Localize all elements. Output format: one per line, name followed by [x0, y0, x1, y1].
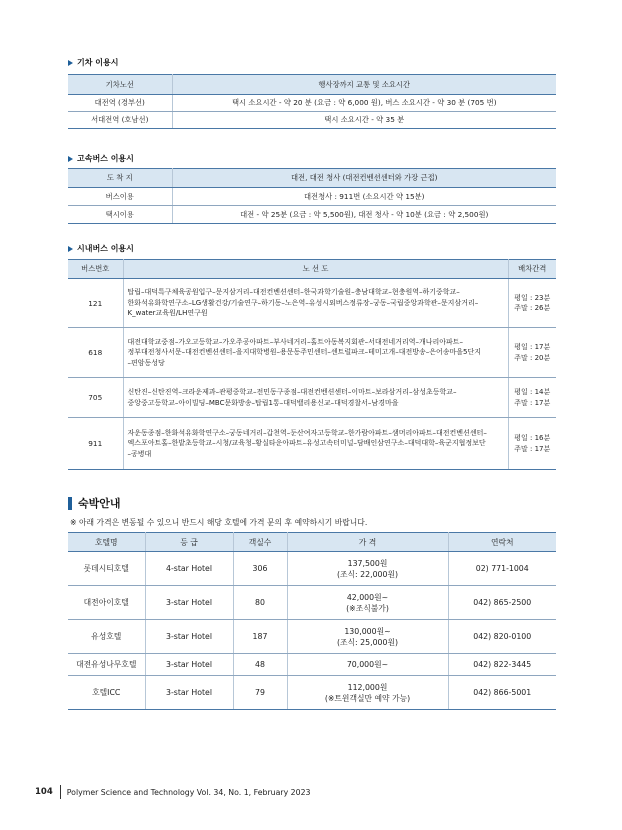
- triangle-bullet-icon: [68, 156, 73, 162]
- page-footer: [35, 785, 311, 799]
- train-header-route: 기차노선: [68, 75, 172, 95]
- hotel-header-grade: 등 급: [145, 533, 233, 552]
- table-row: 롯데시티호텔 4-star Hotel 306 137,500원 (조식: 22,000원) 02) 771-1004: [68, 552, 556, 586]
- table-row: 618 대전대학교중점–가오고등학교–가오주공아파트–부사네거리–홀트아동복지회관–서대전네거리역–개나리아파트– 정부대전청사서문–대전컨벤션센터–을지대학병원–용문동주민센터–센트럴파크–테미고개–대전방송–은어송마을5단지 –편암동성당 평일 : 17분 주말 : 20분: [68, 328, 556, 378]
- city-header-route: 노 선 도: [123, 260, 508, 279]
- city-bus-table: [68, 259, 556, 470]
- table-row: 121 탑립–대덕특구체육공원입구–문지삼거리–대전컨벤션센터–한국과학기술원–충남대학교–현충원역–하기중학교– 한화석유화학연구소–LG생활건강/기술연구–하기동–노은역–유성시외버스정류장–궁동–국립중앙과학관–문지삼거리– K_water교육원/LH연구원 평일 : 23분 주말 : 26분: [68, 279, 556, 328]
- table-row: 911 자운동종점–한화석유화학연구소–궁동네거리–갑천역–둔산여자고등학교–한가람아파트–샘머리아파트–대전컨벤션센터– 엑스포아트홀–한밭초등학교–시청/교육청–황실타운아파트–유성고속터미널–담배인삼연구소–대덕대학–육군지협정보단 –공병대 평일 : 16분 주말 : 17분: [68, 418, 556, 470]
- table-row: 호텔ICC 3-star Hotel 79 112,000원 (※트윈객실만 예약 가능) 042) 866-5001: [68, 676, 556, 710]
- table-row: 서대전역 (호남선) 택시 소요시간 - 약 35 분: [68, 112, 556, 129]
- journal-info: Polymer Science and Technology Vol. 34, No. 1, February 2023: [66, 787, 311, 797]
- express-header-dest: 도 착 지: [68, 169, 172, 188]
- hotel-section-title: 숙박안내: [68, 495, 121, 511]
- hotel-header-contact: 연락처: [448, 533, 556, 552]
- table-row: 대전유성나무호텔 3-star Hotel 48 70,000원~ 042) 822-3445: [68, 654, 556, 676]
- hotel-note: ※ 아래 가격은 변동될 수 있으니 반드시 해당 호텔에 가격 문의 후 예약하시기 바랍니다.: [70, 518, 368, 527]
- hotel-header-name: 호텔명: [68, 533, 145, 552]
- city-header-interval: 배차간격: [508, 260, 556, 279]
- triangle-bullet-icon: [68, 246, 73, 252]
- city-header-no: 버스번호: [68, 260, 123, 279]
- train-table: [68, 74, 556, 129]
- express-table: [68, 168, 556, 224]
- page-number: 104: [35, 787, 53, 797]
- express-header-info: 대전, 대전 청사 (대전컨벤션센터와 가장 근접): [172, 169, 556, 188]
- triangle-bullet-icon: [68, 60, 73, 66]
- table-row: 버스이용 대전청사 : 911번 (소요시간 약 15분): [68, 188, 556, 206]
- section-bar-icon: [68, 497, 72, 510]
- hotel-header-price: 가 격: [287, 533, 448, 552]
- hotel-table: [68, 532, 556, 710]
- footer-divider: [60, 785, 61, 799]
- city-section-title: 시내버스 이용시: [68, 243, 134, 254]
- train-section-title: 기차 이용시: [68, 57, 118, 68]
- express-section-title: 고속버스 이용시: [68, 153, 134, 164]
- table-row: 대전아이호텔 3-star Hotel 80 42,000원~ (※조식불가) 042) 865-2500: [68, 586, 556, 620]
- table-row: 대전역 (경부선) 택시 소요시간 - 약 20 분 (요금 : 약 6,000 원), 버스 소요시간 - 약 30 분 (705 번): [68, 95, 556, 112]
- hotel-header-rooms: 객실수: [233, 533, 287, 552]
- train-header-info: 행사장까지 교통 및 소요시간: [172, 75, 556, 95]
- table-row: 유성호텔 3-star Hotel 187 130,000원~ (조식: 25,000원) 042) 820-0100: [68, 620, 556, 654]
- table-row: 택시이용 대전 - 약 25분 (요금 : 약 5,500원), 대전 청사 - 약 10분 (요금 : 약 2,500원): [68, 206, 556, 224]
- table-row: 705 신탄진–신탄진역–크라운제과–관평중학교–전민동구종점–대전컨벤션센터–이마트–보라삼거리–삼성초등학교– 중앙중고등학교–아이빌딩–MBC문화방송–탑립1통–대덕밸리용신교–대덕경찰서–남경마을 평일 : 14분 주말 : 17분: [68, 378, 556, 418]
